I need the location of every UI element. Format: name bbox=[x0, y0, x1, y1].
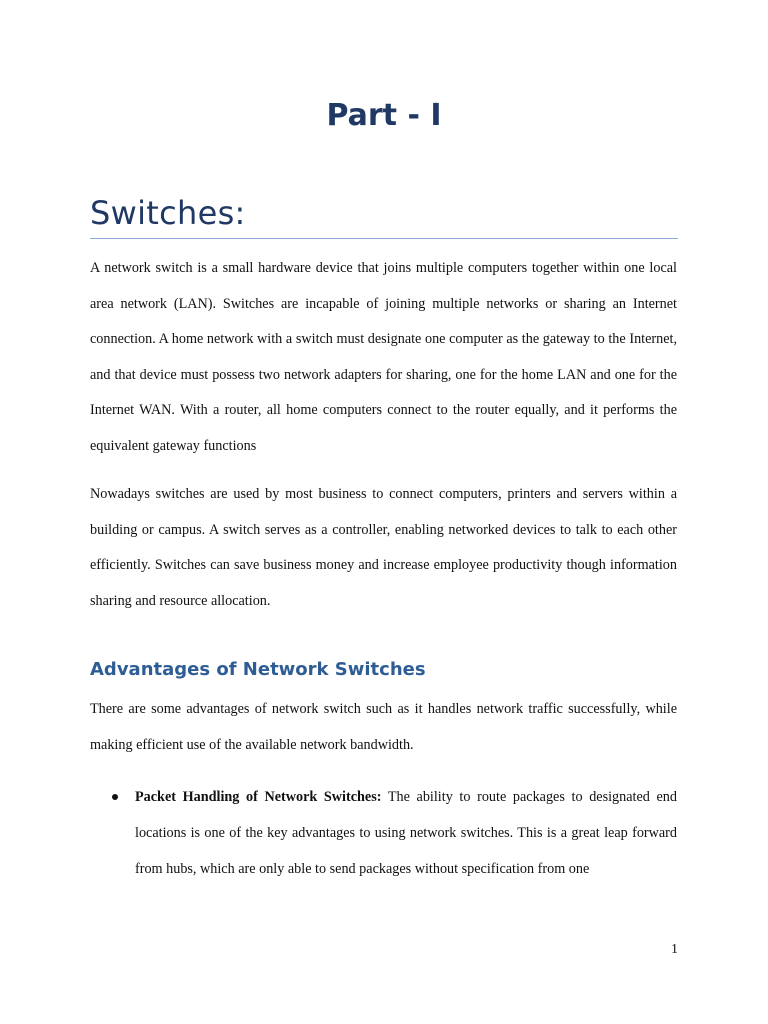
advantages-subheading: Advantages of Network Switches bbox=[90, 659, 426, 680]
bullet-icon bbox=[112, 794, 118, 800]
page-number: 1 bbox=[671, 942, 678, 957]
bullet-lead-text: Packet Handling of Network Switches: bbox=[135, 789, 382, 805]
switches-usage-paragraph: Nowadays switches are used by most business to connect computers, printers and servers within a building or campus. A switch serves as a controller, enabling networked devices to talk to each other efficiently. Switches can save business money and increase employee productivity though information sharing and resource allocation. bbox=[90, 486, 677, 609]
part-title: Part - I bbox=[326, 98, 442, 133]
list-item bbox=[90, 779, 677, 887]
switches-intro-paragraph: A network switch is a small hardware device that joins multiple computers together within one local area network (LAN). Switches are incapable of joining multiple networks or sharing an Internet connection. A home network with a switch must designate one computer as the gateway to the Internet, and that device must possess two network adapters for sharing, one for the home LAN and one for the Internet WAN. With a router, all home computers connect to the router equally, and it performs the equivalent gateway functions bbox=[90, 260, 677, 454]
section-heading: Switches: bbox=[90, 194, 246, 232]
advantages-intro-paragraph: There are some advantages of network switch such as it handles network traffic successfully, while making efficient use of the available network bandwidth. bbox=[90, 701, 677, 753]
advantages-list bbox=[90, 779, 677, 887]
heading-underline-rule bbox=[90, 238, 678, 239]
bullet-body-text: The ability to route packages to designated end locations is one of the key advantages to using network switches. This is a great leap forward from hubs, which are only able to send packages without specification from one bbox=[135, 789, 677, 877]
